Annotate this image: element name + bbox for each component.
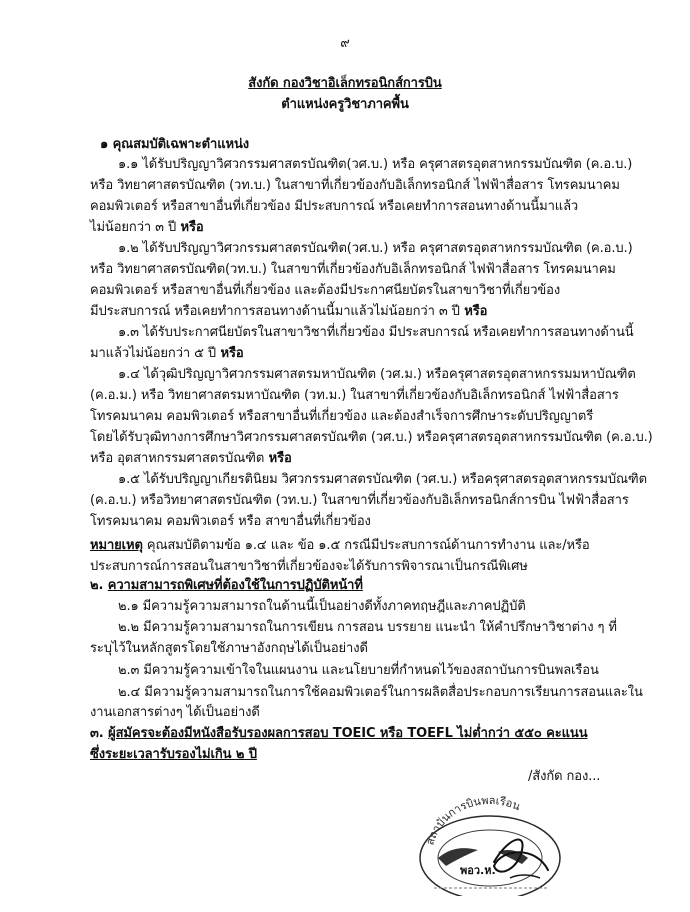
item-1-5-line: โทรคมนาคม คอมพิวเตอร์ หรือ สาขาอื่นที่เกี่ยวข้อง: [90, 514, 371, 529]
remark-line: ประสบการณ์การสอนในสาขาวิชาที่เกี่ยวข้องจะได้รับการพิจารณาเป็นกรณีพิเศษ: [90, 559, 528, 574]
item-1-3-line: มาแล้วไม่น้อยกว่า ๕ ปี หรือ: [90, 346, 244, 361]
item-1-4-line: (ค.อ.ม.) หรือ วิทยาศาสตรมหาบัณฑิต (วท.ม.) ในสาขาที่เกี่ยวข้องกับอิเล็กทรอนิกส์ ไฟฟ้าสื่อสาร: [90, 388, 619, 403]
item-1-3-line: ๑.๓ ได้รับประกาศนียบัตรในสาขาวิชาที่เกี่ยวข้อง มีประสบการณ์ หรือเคยทำการสอนทางด้านนี้: [118, 325, 634, 340]
item-2-4-line: งานเอกสารต่างๆ ได้เป็นอย่างดี: [90, 705, 260, 720]
item-1-4-line: ๑.๔ ได้วุฒิปริญญาวิศวกรรมศาสตรมหาบัณฑิต (วศ.ม.) หรือครุศาสตรอุตสาหกรรมมหาบัณฑิต: [118, 367, 636, 382]
remark-line: หมายเหตุ คุณสมบัติตามข้อ ๑.๔ และ ข้อ ๑.๕ กรณีมีประสบการณ์ด้านการทำงาน และ/หรือ: [90, 538, 590, 553]
signature-underline: [510, 875, 540, 878]
remark-label: หมายเหตุ: [90, 538, 143, 553]
item-2-2-line: ระบุไว้ในหลักสูตรโดยใช้ภาษาอังกฤษได้เป็นอย่างดี: [90, 641, 368, 656]
item-1-1-line: ๑.๑ ได้รับปริญญาวิศวกรรมศาสตรบัณฑิต(วศ.บ.) หรือ ครุศาสตรอุตสาหกรรมบัณฑิต (ค.อ.บ.): [118, 157, 633, 172]
seal-ring-text: สถาบันการบินพลเรือน: [423, 793, 523, 847]
item-1-4-line: หรือ อุตสาหกรรมศาสตรบัณฑิต หรือ: [90, 451, 292, 466]
section1-heading: ๑ คุณสมบัติเฉพาะตำแหน่ง: [100, 137, 250, 152]
item-1-2-line: หรือ วิทยาศาสตรบัณฑิต(วท.บ.) ในสาขาที่เกี่ยวข้องกับอิเล็กทรอนิกส์ ไฟฟ้าสื่อสาร โทรคมนาคม: [90, 262, 616, 277]
item-1-4-line: โทรคมนาคม คอมพิวเตอร์ หรือสาขาอื่นที่เกี่ยวข้อง และต้องสำเร็จการศึกษาระดับปริญญาตรี: [90, 409, 594, 424]
page-title: สังกัด กองวิชาอิเล็กทรอนิกส์การบิน: [248, 76, 442, 91]
section3-line: ซึ่งระยะเวลารับรองไม่เกิน ๒ ปี: [90, 747, 257, 762]
item-2-3: ๒.๓ มีความรู้ความเข้าใจในแผนงาน และนโยบายที่กำหนดไว้ของสถาบันการบินพลเรือน: [118, 663, 599, 678]
page-subtitle: ตำแหน่งครูวิชาภาคพื้น: [281, 97, 409, 112]
item-1-1-line: หรือ วิทยาศาสตรบัณฑิต (วท.บ.) ในสาขาที่เกี่ยวข้องกับอิเล็กทรอนิกส์ ไฟฟ้าสื่อสาร โทรคมนาคม: [90, 178, 620, 193]
item-1-1-line: คอมพิวเตอร์ หรือสาขาอื่นที่เกี่ยวข้อง มีประสบการณ์ หรือเคยทำการสอนทางด้านนี้มาแล้ว: [90, 199, 579, 214]
item-1-5-line: (ค.อ.บ.) หรือวิทยาศาสตรบัณฑิต (วท.บ.) ในสาขาที่เกี่ยวข้องกับอิเล็กทรอนิกส์การบิน ไฟฟ้าสื่อสาร: [90, 493, 629, 508]
institution-seal-with-signature: [398, 778, 580, 896]
page-number: ๙: [340, 36, 350, 51]
continuation-marker: /สังกัด กอง...: [528, 769, 601, 784]
item-1-5-line: ๑.๕ ได้รับปริญญาเกียรตินิยม วิศวกรรมศาสตรบัณฑิต (วศ.บ.) หรือครุศาสตรอุตสาหกรรมบัณฑิต: [118, 472, 647, 487]
section3-line: ๓. ผู้สมัครจะต้องมีหนังสือรับรองผลการสอบ TOEIC หรือ TOEFL ไม่ต่ำกว่า ๕๕๐ คะแนน: [90, 726, 588, 741]
item-1-2-line: คอมพิวเตอร์ หรือสาขาอื่นที่เกี่ยวข้อง และต้องมีประกาศนียบัตรในสาขาวิชาที่เกี่ยวข้อง: [90, 283, 561, 298]
item-2-1: ๒.๑ มีความรู้ความสามารถในด้านนี้เป็นอย่างดีทั้งภาคทฤษฎีและภาคปฏิบัติ: [118, 599, 526, 614]
item-1-4-line: โดยได้รับวุฒิทางการศึกษาวิศวกรรมศาสตรบัณฑิต (วศ.บ.) หรือครุศาสตรอุตสาหกรรมบัณฑิต (ค.อ.บ.): [90, 430, 653, 445]
item-2-4-line: ๒.๔ มีความรู้ความสามารถในการใช้คอมพิวเตอร์ในการผลิตสื่อประกอบการเรียนการสอนและใน: [118, 685, 643, 700]
item-1-1-line: ไม่น้อยกว่า ๓ ปี หรือ: [90, 220, 204, 235]
item-1-2-line: ๑.๒ ได้รับปริญญาวิศวกรรมศาสตรบัณฑิต(วศ.บ.) หรือ ครุศาสตรอุตสาหกรรมบัณฑิต (ค.อ.บ.): [118, 241, 633, 256]
item-2-2-line: ๒.๒ มีความรู้ความสามารถในการเขียน การสอน บรรยาย แนะนำ ให้คำปรึกษาวิชาต่าง ๆ ที่: [118, 620, 617, 635]
item-1-2-line: มีประสบการณ์ หรือเคยทำการสอนทางด้านนี้มาแล้วไม่น้อยกว่า ๓ ปี หรือ: [90, 304, 488, 319]
signature-initials: พอว.ห.: [460, 864, 496, 877]
section2-heading: ๒. ความสามารถพิเศษที่ต้องใช้ในการปฏิบัติหน้าที่: [90, 578, 363, 593]
